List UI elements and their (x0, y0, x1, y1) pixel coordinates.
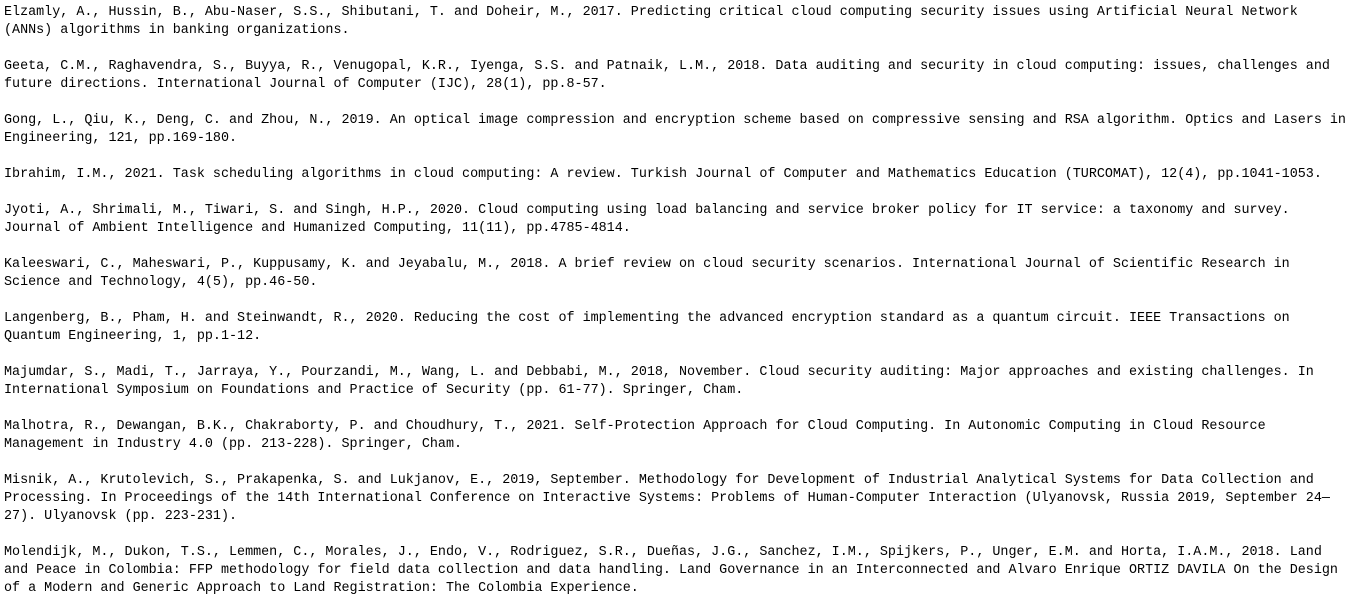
reference-entry: Gong, L., Qiu, K., Deng, C. and Zhou, N., 2019. An optical image compression and encryption scheme based on compressive sensing and RSA algorithm. Optics and Lasers in Engineering, 121, pp.169-180. (4, 113, 1346, 146)
reference-entry: Langenberg, B., Pham, H. and Steinwandt, R., 2020. Reducing the cost of implementing the advanced encryption standard as a quantum circuit. IEEE Transactions on Quantum Engineering, 1, pp.1-12. (4, 311, 1290, 344)
reference-entry: Elzamly, A., Hussin, B., Abu-Naser, S.S., Shibutani, T. and Doheir, M., 2017. Predicting critical cloud computing security issues using Artificial Neural Network (ANNs) algorithms in banking organizations. (4, 5, 1298, 38)
reference-entry: Molendijk, M., Dukon, T.S., Lemmen, C., Morales, J., Endo, V., Rodriguez, S.R., Dueñas, J.G., Sanchez, I.M., Spijkers, P., Unger, E.M. and Horta, I.A.M., 2018. Land and Peace in Colombia: FFP methodology for field data collection and data handling. Land Governance in an Interconnected and Alvaro Enrique ORTIZ DAVILA On the Design of a Modern and Generic Approach to Land Registration: The Colombia Experience. (4, 545, 1338, 596)
reference-entry: Geeta, C.M., Raghavendra, S., Buyya, R., Venugopal, K.R., Iyenga, S.S. and Patnaik, L.M., 2018. Data auditing and security in cloud computing: issues, challenges and future directions. International Journal of Computer (IJC), 28(1), pp.8-57. (4, 59, 1330, 92)
reference-entry: Misnik, A., Krutolevich, S., Prakapenka, S. and Lukjanov, E., 2019, September. Methodology for Development of Industrial Analytical Systems for Data Collection and Processing. In Proceedings of the 14th International Conference on Interactive Systems: Problems of Human-Computer Interaction (Ulyanovsk, Russia 2019, September 24— 27). Ulyanovsk (pp. 223-231). (4, 473, 1330, 524)
reference-entry: Jyoti, A., Shrimali, M., Tiwari, S. and Singh, H.P., 2020. Cloud computing using load balancing and service broker policy for IT service: a taxonomy and survey. Journal of Ambient Intelligence and Humanized Computing, 11(11), pp.4785-4814. (4, 203, 1290, 236)
reference-entry: Majumdar, S., Madi, T., Jarraya, Y., Pourzandi, M., Wang, L. and Debbabi, M., 2018, November. Cloud security auditing: Major approaches and existing challenges. In International Symposium on Foundations and Practice of Security (pp. 61-77). Springer, Cham. (4, 365, 1314, 398)
reference-entry: Ibrahim, I.M., 2021. Task scheduling algorithms in cloud computing: A review. Turkish Journal of Computer and Mathematics Education (TURCOMAT), 12(4), pp.1041-1053. (4, 167, 1322, 182)
reference-entry: Kaleeswari, C., Maheswari, P., Kuppusamy, K. and Jeyabalu, M., 2018. A brief review on cloud security scenarios. International Journal of Scientific Research in Science and Technology, 4(5), pp.46-50. (4, 257, 1290, 290)
reference-entry: Malhotra, R., Dewangan, B.K., Chakraborty, P. and Choudhury, T., 2021. Self-Protection Approach for Cloud Computing. In Autonomic Computing in Cloud Resource Management in Industry 4.0 (pp. 213-228). Springer, Cham. (4, 419, 1266, 452)
reference-list (4, 4, 1346, 616)
